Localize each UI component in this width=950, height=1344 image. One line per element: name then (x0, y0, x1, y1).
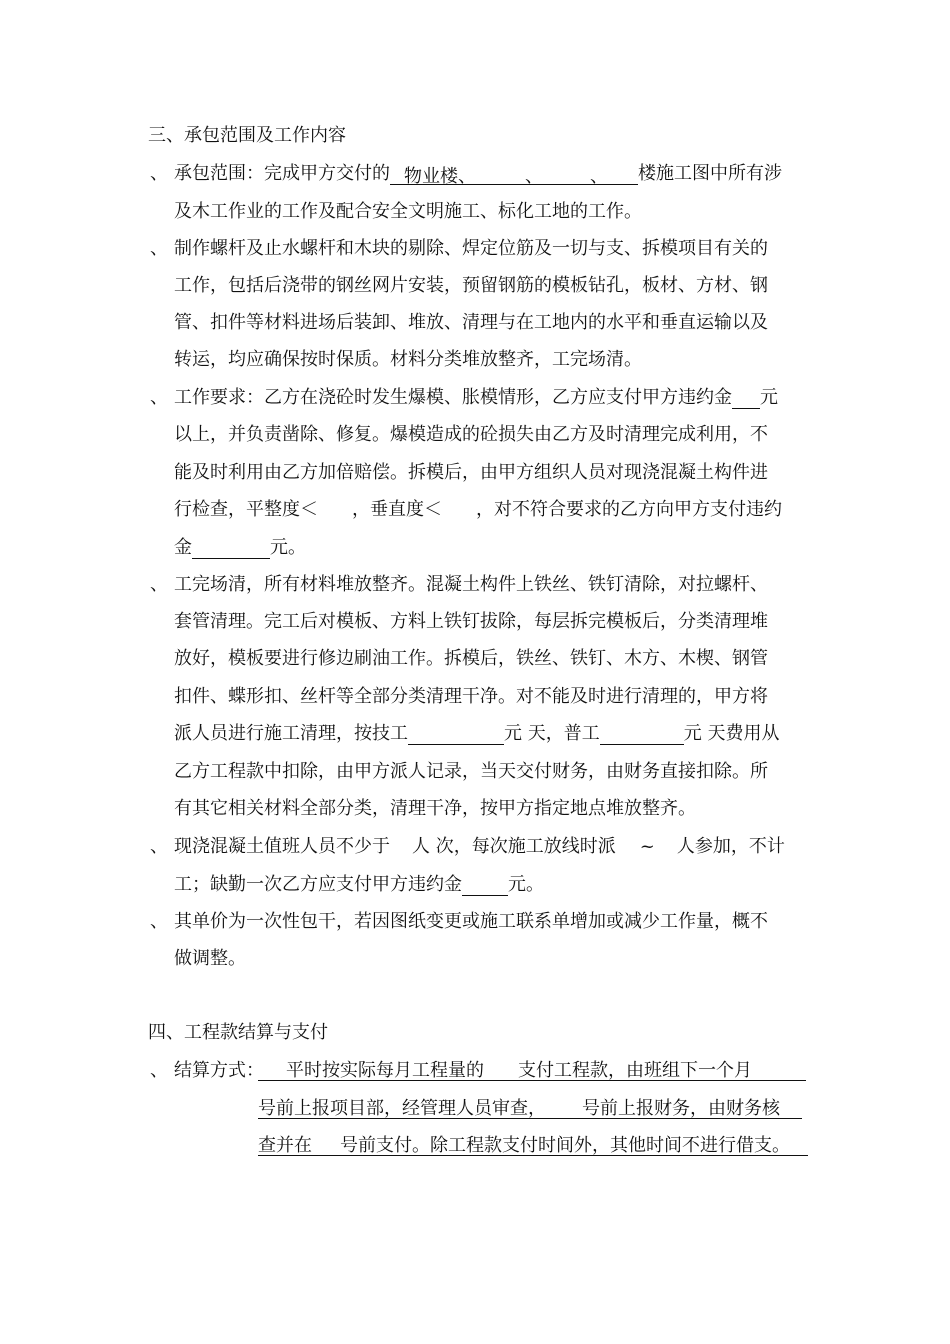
item-3-line-1: 工作要求：乙方在浇砼时发生爆模、胀模情形，乙方应支付甲方违约金 元 (174, 387, 778, 408)
item-2-line-4: 转运，均应确保按时保质。材料分类堆放整齐，工完场清。 (174, 349, 642, 370)
item-3-line-2: 以上，并负责凿除、修复。爆模造成的砼损失由乙方及时清理完成利用，不 (174, 424, 768, 445)
item-3-line-5: 金 元。 (174, 537, 306, 558)
item-6-line-2: 做调整。 (174, 948, 246, 969)
item-4-line-3: 放好，模板要进行修边刷油工作。拆模后，铁丝、铁钉、木方、木楔、钢管 (174, 648, 768, 669)
item-2-line-2: 工作，包括后浇带的钢丝网片安装，预留钢筋的模板钻孔，板材、方材、钢 (174, 275, 768, 296)
item-4-line-4: 扣件、蝶形扣、丝杆等全部分类清理干净。对不能及时进行清理的，甲方将 (174, 686, 768, 707)
settlement-line-3: 查并在 号前支付。除工程款支付时间外，其他时间不进行借支。 (258, 1131, 808, 1156)
item-4-line-5: 派人员进行施工清理，按技工 元 天，普工 元 天费用从 (174, 723, 780, 744)
item-marker: 、 (150, 163, 168, 184)
item-3-line-4: 行检查，平整度＜ ，垂直度＜ ，对不符合要求的乙方向甲方支付违约 (174, 499, 782, 520)
item-6-line-1: 其单价为一次性包干，若因图纸变更或施工联系单增加或减少工作量，概不 (174, 911, 768, 932)
item-marker: 、 (150, 574, 168, 595)
settlement-label: 结算方式： (174, 1060, 264, 1081)
item-4-line-7: 有其它相关材料全部分类，清理干净，按甲方指定地点堆放整齐。 (174, 798, 696, 819)
section-4-title: 四、工程款结算与支付 (148, 1022, 328, 1043)
item-marker: 、 (150, 836, 168, 857)
item-marker: 、 (150, 911, 168, 932)
section-3-title: 三、承包范围及工作内容 (148, 125, 346, 146)
item-4-line-6: 乙方工程款中扣除，由甲方派人记录，当天交付财务，由财务直接扣除。所 (174, 761, 768, 782)
item-marker: 、 (150, 387, 168, 408)
item-3-line-3: 能及时利用由乙方加倍赔偿。拆模后，由甲方组织人员对现浇混凝土构件进 (174, 462, 768, 483)
item-2-line-3: 管、扣件等材料进场后装卸、堆放、清理与在工地内的水平和垂直运输以及 (174, 312, 768, 333)
item-2-line-1: 制作螺杆及止水螺杆和木块的剔除、焊定位筋及一切与支、拆模项目有关的 (174, 238, 768, 259)
item-5-line-2: 工；缺勤一次乙方应支付甲方违约金 元。 (174, 874, 544, 895)
item-4-line-2: 套管清理。完工后对模板、方料上铁钉拔除，每层拆完模板后，分类清理堆 (174, 611, 768, 632)
item-marker: 、 (150, 1060, 168, 1081)
settlement-line-2: 号前上报项目部，经管理人员审查， 号前上报财务，由财务核 (258, 1094, 802, 1119)
item-4-line-1: 工完场清，所有材料堆放整齐。混凝土构件上铁丝、铁钉清除，对拉螺杆、 (174, 574, 768, 595)
settlement-line-1: 平时按实际每月工程量的 支付工程款，由班组下一个月 (258, 1056, 806, 1081)
item-1-line-2: 及木工作业的工作及配合安全文明施工、标化工地的工作。 (174, 201, 642, 222)
item-marker: 、 (150, 238, 168, 259)
item-1-line-1: 承包范围：完成甲方交付的 物业楼、 、 、 楼施工图中所有涉 (174, 163, 782, 187)
item-5-line-1: 现浇混凝土值班人员不少于 人 次，每次施工放线时派 ~ 人参加，不计 (174, 836, 785, 857)
